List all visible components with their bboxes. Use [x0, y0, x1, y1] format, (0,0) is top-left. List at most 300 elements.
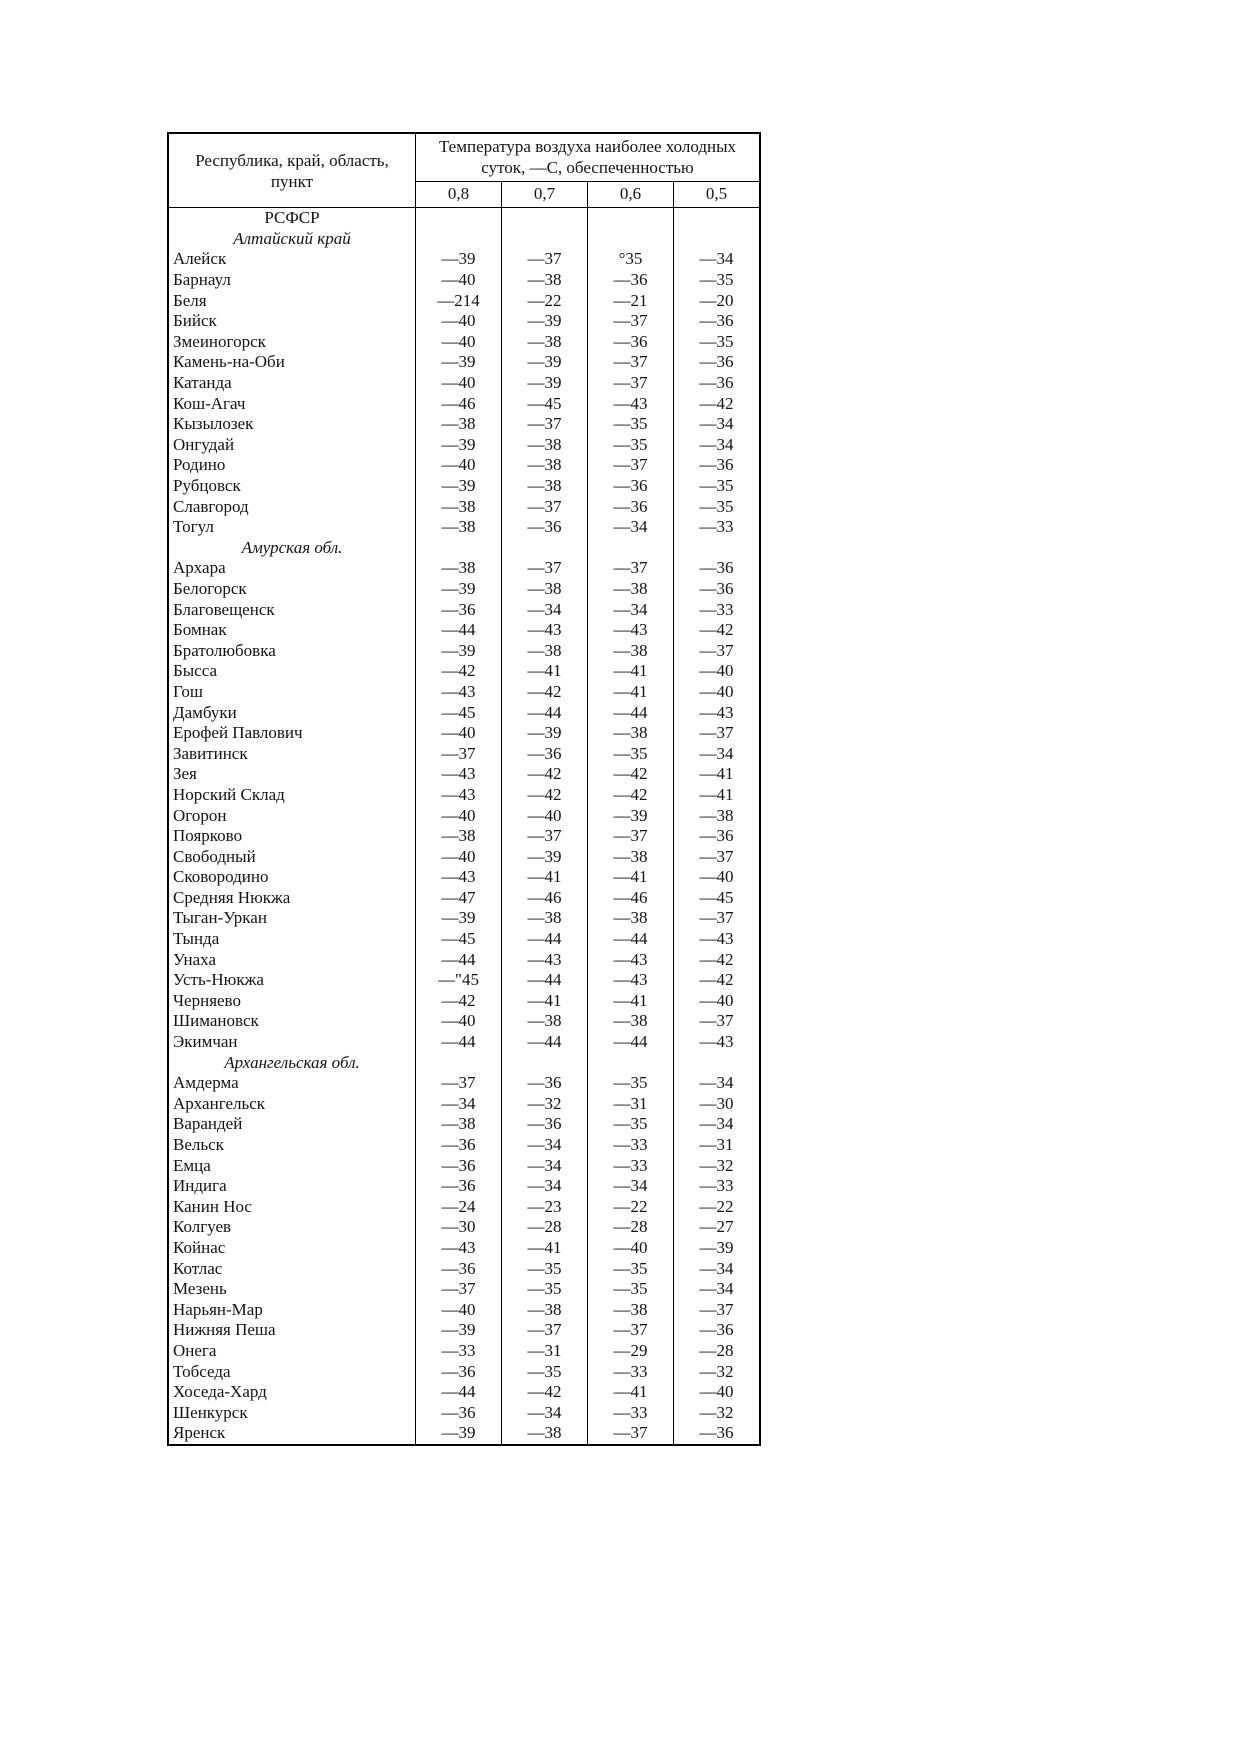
row-name: Змеиногорск — [169, 332, 416, 353]
table-row — [169, 620, 759, 641]
row-value: —36 — [416, 1155, 502, 1176]
row-value: —38 — [502, 1011, 588, 1032]
row-name: Ерофей Павлович — [169, 723, 416, 744]
row-value: —37 — [502, 414, 588, 435]
row-value: —32 — [699, 1361, 734, 1381]
row-value: —42 — [502, 682, 588, 703]
row-name: Варандей — [169, 1114, 416, 1135]
header-prob-cell: 0,5 — [705, 184, 728, 203]
table-row — [169, 249, 759, 270]
row-value: —39 — [502, 846, 588, 867]
row-name: Черняево — [169, 991, 416, 1012]
row-value: —34 — [699, 1073, 734, 1093]
row-value: —28 — [699, 1340, 734, 1360]
subsection-label: Архангельская обл. — [169, 1052, 416, 1073]
row-value: —36 — [588, 476, 674, 497]
header-prob-cell: 0,7 — [502, 182, 588, 207]
row-value: —24 — [416, 1197, 502, 1218]
row-value: —37 — [588, 455, 674, 476]
row-value: —36 — [588, 496, 674, 517]
subsection-row — [169, 229, 759, 250]
table-row — [169, 743, 759, 764]
row-value: —45 — [502, 393, 588, 414]
row-name: Архангельск — [169, 1094, 416, 1115]
row-value: —33 — [588, 1402, 674, 1423]
row-name: Зея — [169, 764, 416, 785]
row-value: —41 — [699, 784, 734, 804]
row-value — [588, 229, 674, 250]
row-value: —36 — [502, 1073, 588, 1094]
row-value: —33 — [588, 1361, 674, 1382]
table-row — [169, 846, 759, 867]
row-value: —42 — [588, 764, 674, 785]
table-row — [169, 599, 759, 620]
row-value: —37 — [502, 826, 588, 847]
temperature-table — [167, 132, 761, 1446]
row-name: Индига — [169, 1176, 416, 1197]
table-row — [169, 1197, 759, 1218]
row-value: —37 — [502, 249, 588, 270]
row-value: —36 — [416, 1258, 502, 1279]
subsection-label: Амурская обл. — [169, 538, 416, 559]
table-row — [169, 393, 759, 414]
table-row — [169, 455, 759, 476]
row-value — [588, 208, 674, 229]
header-temperature-line2: суток, —С, обеспеченностью — [481, 158, 694, 177]
header-region-line1: Республика, край, область, — [195, 150, 389, 170]
row-value: —36 — [502, 1114, 588, 1135]
row-value: —42 — [699, 620, 734, 640]
row-value: —44 — [588, 1032, 674, 1053]
row-value: —43 — [588, 393, 674, 414]
row-value: —39 — [416, 640, 502, 661]
row-name: Амдерма — [169, 1073, 416, 1094]
row-value: —37 — [699, 846, 734, 866]
row-value: —35 — [588, 435, 674, 456]
subsection-label: Алтайский край — [169, 229, 416, 250]
row-value: —22 — [502, 290, 588, 311]
row-value: —42 — [416, 661, 502, 682]
row-value: —40 — [699, 867, 734, 887]
row-name: Братолюбовка — [169, 640, 416, 661]
table-row — [169, 805, 759, 826]
section-row — [169, 208, 759, 229]
row-value: —39 — [416, 435, 502, 456]
table-row — [169, 579, 759, 600]
row-value: —36 — [416, 1135, 502, 1156]
row-name: Белогорск — [169, 579, 416, 600]
row-value: —30 — [416, 1217, 502, 1238]
row-value: —42 — [502, 764, 588, 785]
row-value: —38 — [502, 435, 588, 456]
header-prob-cell: 0,8 — [416, 182, 502, 207]
row-value: —44 — [588, 929, 674, 950]
row-value — [502, 208, 588, 229]
header-region-line2: пункт — [270, 171, 314, 191]
row-value: —44 — [416, 620, 502, 641]
row-value — [416, 229, 502, 250]
row-value: —39 — [416, 352, 502, 373]
row-value: —35 — [588, 1114, 674, 1135]
row-name: Канин Нос — [169, 1197, 416, 1218]
row-value: —41 — [588, 1382, 674, 1403]
table-row — [169, 1073, 759, 1094]
row-value: —27 — [699, 1217, 734, 1237]
row-value: —36 — [502, 743, 588, 764]
table-row — [169, 414, 759, 435]
row-name: Унаха — [169, 949, 416, 970]
table-row — [169, 867, 759, 888]
table-row — [169, 723, 759, 744]
row-value: —40 — [416, 455, 502, 476]
row-name: Катанда — [169, 373, 416, 394]
row-value: —41 — [588, 991, 674, 1012]
row-value: —34 — [699, 434, 734, 454]
row-value: —34 — [502, 599, 588, 620]
row-value: —41 — [588, 867, 674, 888]
row-value: —46 — [416, 393, 502, 414]
row-value — [674, 229, 759, 250]
table-row — [169, 496, 759, 517]
row-value: —40 — [502, 805, 588, 826]
row-name: Онгудай — [169, 435, 416, 456]
row-value: —39 — [502, 373, 588, 394]
row-value: —30 — [699, 1093, 734, 1113]
row-value: —40 — [416, 311, 502, 332]
header-prob-cell: 0,6 — [588, 182, 674, 207]
row-value: —35 — [502, 1258, 588, 1279]
row-name: Беля — [169, 290, 416, 311]
row-value: —"45 — [416, 970, 502, 991]
header-temperature-line1: Температура воздуха наиболее холодных — [438, 137, 737, 156]
row-value: —40 — [416, 270, 502, 291]
row-value: —38 — [416, 826, 502, 847]
row-value: —39 — [502, 352, 588, 373]
row-value: —43 — [416, 682, 502, 703]
table-row — [169, 1155, 759, 1176]
table-body — [169, 208, 759, 1444]
row-value — [416, 538, 502, 559]
row-value: —36 — [699, 373, 734, 393]
row-value: —42 — [588, 785, 674, 806]
row-value: —38 — [502, 1299, 588, 1320]
row-value: —38 — [502, 455, 588, 476]
row-value: —34 — [502, 1155, 588, 1176]
row-value: —38 — [502, 1423, 588, 1444]
row-name: Камень-на-Оби — [169, 352, 416, 373]
row-value: —23 — [502, 1197, 588, 1218]
row-value: —31 — [699, 1135, 734, 1155]
row-value: —36 — [502, 517, 588, 538]
row-name: Тобседа — [169, 1361, 416, 1382]
row-value: —33 — [699, 1176, 734, 1196]
row-value: —43 — [416, 867, 502, 888]
row-value: —35 — [588, 414, 674, 435]
table-row — [169, 991, 759, 1012]
row-value: —38 — [416, 517, 502, 538]
row-value: —47 — [416, 888, 502, 909]
row-value: —43 — [502, 949, 588, 970]
row-name: Средняя Нюкжа — [169, 888, 416, 909]
row-value: —39 — [416, 579, 502, 600]
table-row — [169, 558, 759, 579]
row-value: —37 — [699, 640, 734, 660]
row-value: —34 — [416, 1094, 502, 1115]
table-row — [169, 476, 759, 497]
table-row — [169, 929, 759, 950]
table-row — [169, 1258, 759, 1279]
row-value: —41 — [588, 661, 674, 682]
table-row — [169, 1094, 759, 1115]
row-value: —40 — [588, 1238, 674, 1259]
row-name: Гош — [169, 682, 416, 703]
table-row — [169, 1032, 759, 1053]
header-region-cell — [169, 134, 416, 207]
row-name: Мезень — [169, 1279, 416, 1300]
table-row — [169, 661, 759, 682]
row-value: —43 — [502, 620, 588, 641]
row-value: —36 — [416, 599, 502, 620]
table-row — [169, 1341, 759, 1362]
row-value — [502, 1052, 588, 1073]
row-value: —42 — [502, 785, 588, 806]
row-value: —39 — [416, 908, 502, 929]
row-value: —36 — [699, 1320, 734, 1340]
row-value: —43 — [699, 929, 734, 949]
row-value: —34 — [699, 1279, 734, 1299]
row-value: —38 — [416, 558, 502, 579]
row-name: Бийск — [169, 311, 416, 332]
row-value: —40 — [416, 1011, 502, 1032]
row-value: —42 — [699, 393, 734, 413]
row-value: —39 — [699, 1237, 734, 1257]
row-value: —22 — [699, 1196, 734, 1216]
row-value: —41 — [502, 661, 588, 682]
table-row — [169, 1382, 759, 1403]
table-row — [169, 1011, 759, 1032]
table-row — [169, 908, 759, 929]
row-value: —45 — [416, 702, 502, 723]
table-row — [169, 949, 759, 970]
row-value — [588, 1052, 674, 1073]
row-name: Архара — [169, 558, 416, 579]
row-value: —40 — [416, 723, 502, 744]
row-value: —37 — [588, 1320, 674, 1341]
row-value: °35 — [588, 249, 674, 270]
row-value: —37 — [502, 1320, 588, 1341]
row-name: Вельск — [169, 1135, 416, 1156]
row-value: —44 — [502, 929, 588, 950]
row-value: —35 — [699, 476, 734, 496]
row-value: —39 — [502, 311, 588, 332]
row-value: —37 — [699, 723, 734, 743]
row-value: —33 — [699, 517, 734, 537]
row-value: —42 — [416, 991, 502, 1012]
row-value: —37 — [416, 1279, 502, 1300]
row-value: —38 — [502, 270, 588, 291]
row-name: Сковородино — [169, 867, 416, 888]
row-value: —39 — [416, 476, 502, 497]
row-value: —32 — [699, 1155, 734, 1175]
row-value: —29 — [588, 1341, 674, 1362]
row-value: —34 — [699, 1114, 734, 1134]
row-name: Койнас — [169, 1238, 416, 1259]
row-name: Кош-Агач — [169, 393, 416, 414]
row-name: Нижняя Пеша — [169, 1320, 416, 1341]
row-value: —40 — [416, 332, 502, 353]
row-value: —40 — [699, 661, 734, 681]
row-value: —37 — [588, 373, 674, 394]
row-value: —34 — [699, 1258, 734, 1278]
row-name: Свободный — [169, 846, 416, 867]
row-value: —36 — [416, 1402, 502, 1423]
table-row — [169, 1423, 759, 1444]
row-value: —36 — [588, 270, 674, 291]
section-label: РСФСР — [169, 208, 416, 229]
row-value: —39 — [588, 805, 674, 826]
row-name: Тында — [169, 929, 416, 950]
table-row — [169, 1217, 759, 1238]
row-value: —36 — [699, 352, 734, 372]
row-value: —36 — [588, 332, 674, 353]
table-row — [169, 435, 759, 456]
row-value: —42 — [502, 1382, 588, 1403]
row-value: —43 — [416, 764, 502, 785]
table-row — [169, 1320, 759, 1341]
row-value: —214 — [416, 290, 502, 311]
table-row — [169, 1114, 759, 1135]
row-value: —31 — [502, 1341, 588, 1362]
row-value: —39 — [502, 723, 588, 744]
table-row — [169, 517, 759, 538]
table-row — [169, 1299, 759, 1320]
row-value: —38 — [588, 723, 674, 744]
row-value: —36 — [699, 455, 734, 475]
row-value: —33 — [588, 1135, 674, 1156]
row-value: —44 — [502, 1032, 588, 1053]
header-right-block — [416, 134, 759, 207]
row-value: —40 — [416, 373, 502, 394]
row-value: —39 — [416, 249, 502, 270]
row-name: Поярково — [169, 826, 416, 847]
table-row — [169, 888, 759, 909]
row-value: —36 — [699, 578, 734, 598]
row-value: —35 — [588, 1279, 674, 1300]
row-name: Славгород — [169, 496, 416, 517]
row-value: —36 — [699, 558, 734, 578]
row-value: —38 — [502, 640, 588, 661]
row-value: —37 — [699, 1299, 734, 1319]
row-value: —37 — [588, 826, 674, 847]
row-value: —46 — [588, 888, 674, 909]
table-row — [169, 1402, 759, 1423]
row-value: —34 — [588, 599, 674, 620]
row-value: —22 — [588, 1197, 674, 1218]
row-value: —41 — [699, 764, 734, 784]
row-value: —34 — [588, 517, 674, 538]
row-value: —34 — [502, 1402, 588, 1423]
table-row — [169, 1135, 759, 1156]
row-name: Хоседа-Хард — [169, 1382, 416, 1403]
table-row — [169, 682, 759, 703]
row-value: —38 — [502, 579, 588, 600]
row-value: —35 — [588, 1258, 674, 1279]
table-row — [169, 970, 759, 991]
table-row — [169, 270, 759, 291]
row-name: Дамбуки — [169, 702, 416, 723]
row-value: —38 — [588, 640, 674, 661]
row-value: —34 — [502, 1135, 588, 1156]
row-value: —38 — [416, 1114, 502, 1135]
table-row — [169, 352, 759, 373]
row-value: —42 — [699, 970, 734, 990]
row-value: —35 — [502, 1361, 588, 1382]
row-value: —41 — [502, 867, 588, 888]
row-value: —37 — [699, 1011, 734, 1031]
row-name: Экимчан — [169, 1032, 416, 1053]
row-value: —34 — [502, 1176, 588, 1197]
row-value: —37 — [588, 352, 674, 373]
header-temperature-cell — [416, 134, 759, 182]
row-name: Яренск — [169, 1423, 416, 1444]
row-value — [674, 538, 759, 559]
row-name: Барнаул — [169, 270, 416, 291]
row-value — [416, 208, 502, 229]
row-value: —42 — [699, 949, 734, 969]
row-value: —44 — [502, 702, 588, 723]
row-value — [674, 1052, 759, 1073]
row-value — [416, 1052, 502, 1073]
row-name: Усть-Нюкжа — [169, 970, 416, 991]
row-value: —37 — [502, 558, 588, 579]
row-value: —37 — [416, 1073, 502, 1094]
row-value: —38 — [588, 579, 674, 600]
row-value: —38 — [699, 805, 734, 825]
table-row — [169, 785, 759, 806]
table-row — [169, 1176, 759, 1197]
row-value: —44 — [416, 1032, 502, 1053]
row-value: —38 — [416, 414, 502, 435]
row-value: —35 — [699, 496, 734, 516]
row-value: —32 — [699, 1402, 734, 1422]
row-value: —44 — [416, 1382, 502, 1403]
row-value: —45 — [416, 929, 502, 950]
row-value: —37 — [588, 558, 674, 579]
row-value: —36 — [699, 826, 734, 846]
row-value: —36 — [416, 1176, 502, 1197]
row-value: —46 — [502, 888, 588, 909]
row-name: Емца — [169, 1155, 416, 1176]
row-value: —38 — [416, 496, 502, 517]
row-value: —40 — [416, 1299, 502, 1320]
table-row — [169, 373, 759, 394]
row-value: —41 — [502, 991, 588, 1012]
row-value: —34 — [699, 249, 734, 269]
row-name: Огорон — [169, 805, 416, 826]
row-value: —34 — [699, 414, 734, 434]
row-value: —37 — [502, 496, 588, 517]
row-value: —43 — [588, 620, 674, 641]
row-value: —31 — [588, 1094, 674, 1115]
row-value: —40 — [699, 681, 734, 701]
table-row — [169, 764, 759, 785]
row-value: —40 — [699, 1382, 734, 1402]
row-value: —34 — [699, 743, 734, 763]
header-probability-row — [416, 182, 759, 207]
row-value: —37 — [588, 1423, 674, 1444]
row-value: —41 — [502, 1238, 588, 1259]
row-value: —38 — [588, 846, 674, 867]
